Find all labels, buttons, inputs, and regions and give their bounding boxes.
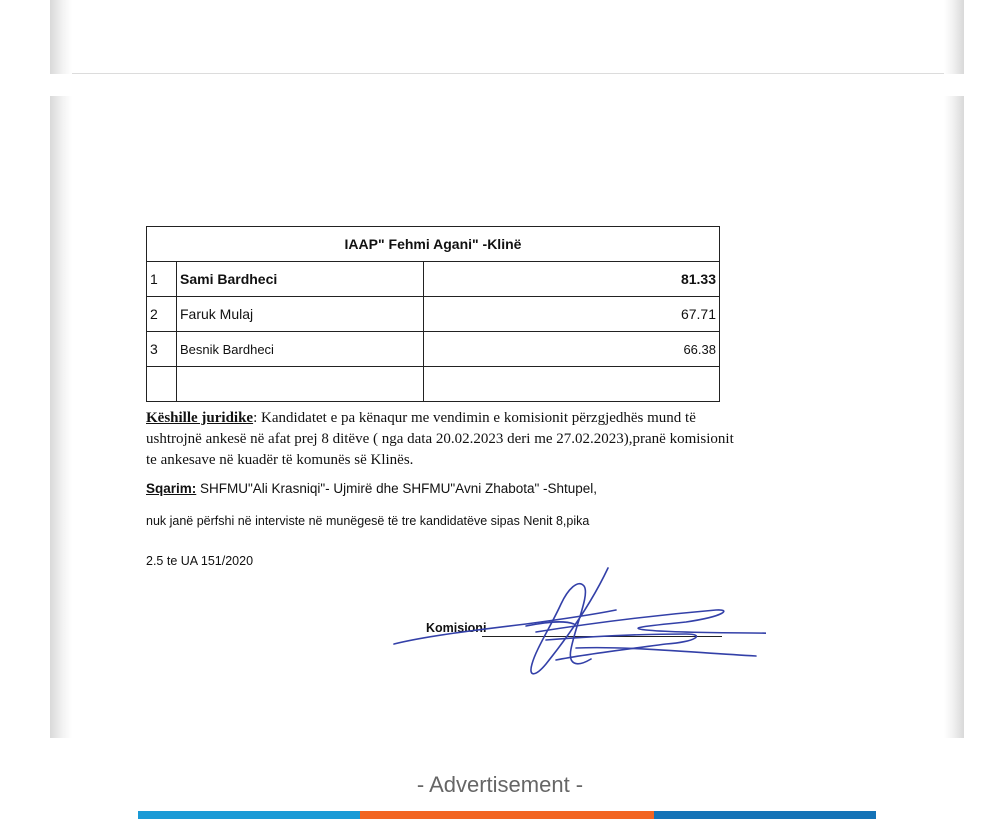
table-row-empty bbox=[147, 367, 720, 402]
document-content bbox=[146, 226, 746, 568]
clarification-line-2: nuk janë përfshi në interviste në munëgesë të tre kandidatëve sipas Nenit 8,pika bbox=[146, 514, 590, 528]
page-edge-left bbox=[50, 96, 72, 738]
row-number: 3 bbox=[147, 332, 177, 367]
signature-image bbox=[386, 564, 766, 684]
table-title: IAAP" Fehmi Agani" -Klinë bbox=[147, 227, 720, 262]
candidate-score: 67.71 bbox=[424, 297, 720, 332]
ad-bar-segment bbox=[138, 811, 360, 819]
table-row bbox=[147, 297, 720, 332]
clarification-keyword: Sqarim: bbox=[146, 481, 197, 496]
table-row bbox=[147, 332, 720, 367]
ad-bar-segment bbox=[360, 811, 654, 819]
clarification-line-3: 2.5 te UA 151/2020 bbox=[146, 554, 254, 568]
legal-advice-keyword: Këshille juridike bbox=[146, 410, 254, 426]
commission-label: Komisioni bbox=[426, 621, 487, 635]
candidate-name: Besnik Bardheci bbox=[177, 332, 424, 367]
ad-bar-segment bbox=[654, 811, 876, 819]
results-table bbox=[146, 226, 720, 402]
legal-advice bbox=[146, 408, 746, 471]
row-number: 2 bbox=[147, 297, 177, 332]
page-edge-left bbox=[50, 0, 72, 74]
legal-advice-text: : Kandidatet e pa kënaqur me vendimin e komisionit përzgjedhës mund të ushtrojnë ankesë në afat prej 8 ditëve ( nga data 20.02.2023 deri me 27.02.2023),pranë komisionit te ankesave në kuadër të komunës së Klinës. bbox=[146, 410, 734, 468]
row-number: 1 bbox=[147, 262, 177, 297]
page-edge-right bbox=[944, 0, 964, 74]
clarification-text: SHFMU"Ali Krasniqi"- Ujmirë dhe SHFMU"Avni Zhabota" -Shtupel, bbox=[196, 481, 598, 496]
page-edge-right bbox=[944, 96, 964, 738]
candidate-score: 66.38 bbox=[424, 332, 720, 367]
clarification bbox=[146, 481, 746, 496]
candidate-score: 81.33 bbox=[424, 262, 720, 297]
candidate-name: Sami Bardheci bbox=[177, 262, 424, 297]
advertisement-banner[interactable] bbox=[138, 811, 876, 819]
previous-document-page bbox=[50, 0, 964, 74]
advertisement-label: - Advertisement - bbox=[416, 772, 584, 797]
document-page bbox=[50, 96, 964, 738]
candidate-name: Faruk Mulaj bbox=[177, 297, 424, 332]
table-row bbox=[147, 262, 720, 297]
table-header-row bbox=[147, 227, 720, 262]
